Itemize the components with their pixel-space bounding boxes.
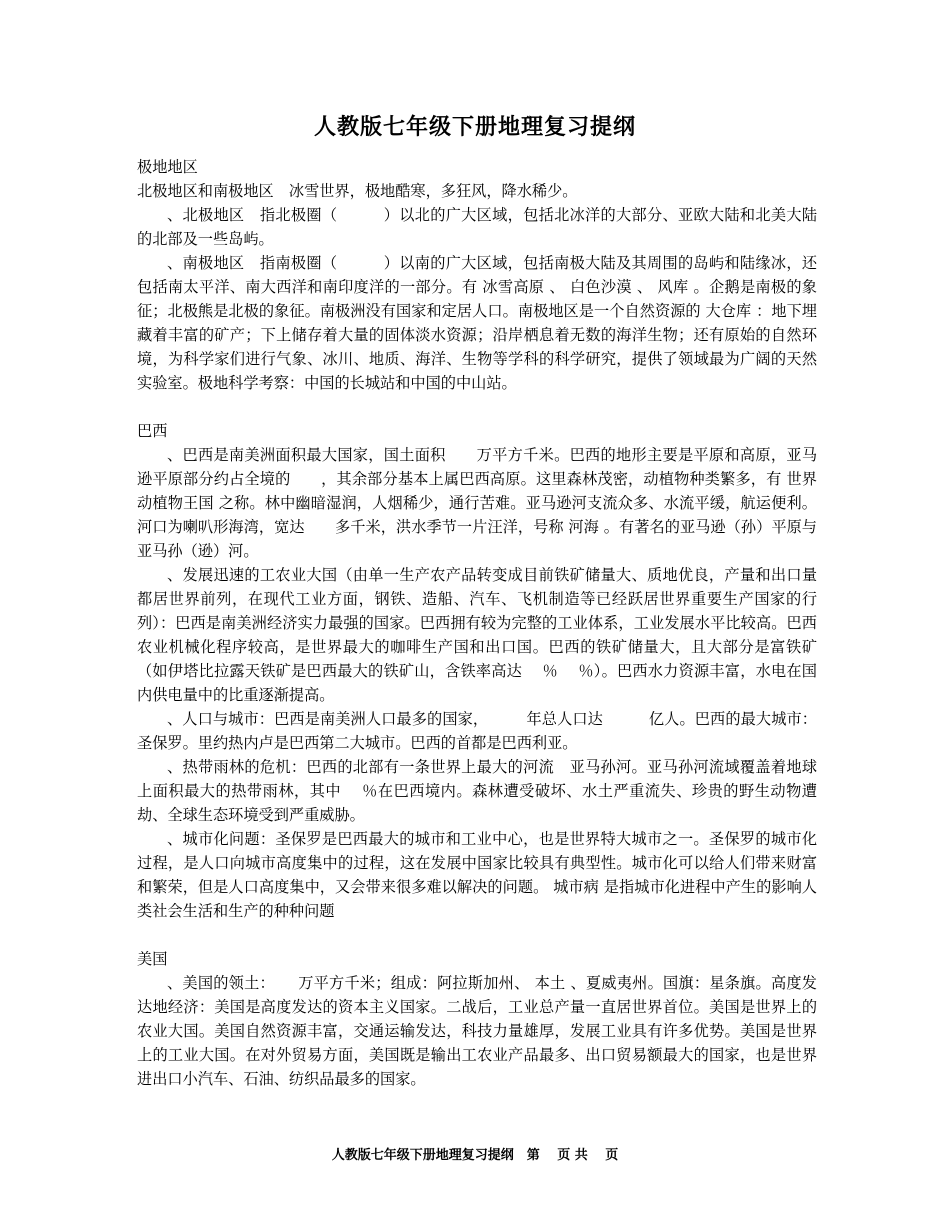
spacer: [137, 923, 817, 947]
paragraph: 、巴西是南美洲面积最大国家，国土面积 万平方千米。巴西的地形主要是平原和高原，亚马逊平原部分约占全境的 ，其余部分基本上属巴西高原。这里森林茂密，动植物种类繁多，有 世界动植物王国 之称。林中幽暗湿润，人烟稀少，通行苦难。亚马逊河支流众多、水流平缓，航运便利。河口为喇叭形海湾，宽达 多千米，洪水季节一片汪洋，号称 河海 。有著名的亚马逊（孙）平原与亚马孙（逊）河。: [137, 446, 817, 560]
paragraph: 、城市化问题：圣保罗是巴西最大的城市和工业中心，也是世界特大城市之一。圣保罗的城市化过程，是人口向城市高度集中的过程，这在发展中国家比较具有典型性。城市化可以给人们带来财富和繁荣，但是人口高度集中，又会带来很多难以解决的问题。 城市病 是指城市化进程中产生的影响人类社会生活和生产的种种问题: [137, 830, 817, 920]
page-footer: 人教版七年级下册地理复习提纲 第 页 共 页: [331, 1148, 619, 1163]
paragraph: 北极地区和南极地区 冰雪世界，极地酷寒，多狂风，降水稀少。: [137, 182, 578, 200]
paragraph: 、美国的领土： 万平方千米；组成：阿拉斯加州、 本土 、夏威夷州。国旗：星条旗。高度发达地经济：美国是高度发达的资本主义国家。二战后，工业总产量一直居世界首位。美国是世界上的农业大国。美国自然资源丰富，交通运输发达，科技力量雄厚，发展工业具有许多优势。美国是世界上的工业大国。在对外贸易方面，美国既是输出工农业产品最多、出口贸易额最大的国家，也是世界进出口小汽车、石油、纺织品最多的国家。: [137, 974, 817, 1088]
paragraph: 、人口与城市：巴西是南美洲人口最多的国家， 年总人口达 亿人。巴西的最大城市：圣保罗。里约热内卢是巴西第二大城市。巴西的首都是巴西利亚。: [137, 710, 817, 752]
section-heading-polar: 极地地区: [137, 158, 198, 176]
spacer: [137, 395, 817, 419]
page-title: 人教版七年级下册地理复习提纲: [313, 115, 636, 140]
paragraph: 、北极地区 指北极圈（ ）以北的广大区域，包括北冰洋的大部分、亚欧大陆和北美大陆的北部及一些岛屿。: [137, 206, 817, 248]
paragraph: 、热带雨林的危机：巴西的北部有一条世界上最大的河流 亚马孙河。亚马孙河流域覆盖着地球上面积最大的热带雨林，其中 ％在巴西境内。森林遭受破坏、水土严重流失、珍贵的野生动物遭劫、全球生态环境受到严重威胁。: [137, 758, 817, 824]
document-body: [137, 155, 817, 1091]
section-heading-brazil: 巴西: [137, 422, 168, 440]
paragraph: 、南极地区 指南极圈（ ）以南的广大区域，包括南极大陆及其周围的岛屿和陆缘冰，还包括南太平洋、南大西洋和南印度洋的一部分。有 冰雪高原 、 白色沙漠 、 风库 。企鹅是南极的象征；北极熊是北极的象征。南极洲没有国家和定居人口。南极地区是一个自然资源的 大仓库 ：地下埋藏着丰富的矿产；下上储存着大量的固体淡水资源；沿岸栖息着无数的海洋生物；还有原始的自然环境，为科学家们进行气象、冰川、地质、海洋、生物等学科的科学研究，提供了领域最为广阔的天然实验室。极地科学考察：中国的长城站和中国的中山站。: [137, 254, 817, 392]
section-heading-usa: 美国: [137, 950, 168, 968]
paragraph: 、发展迅速的工农业大国（由单一生产农产品转变成目前铁矿储量大、质地优良，产量和出口量都居世界前列，在现代工业方面，钢铁、造船、汽车、飞机制造等已经跃居世界重要生产国家的行列）：巴西是南美洲经济实力最强的国家。巴西拥有较为完整的工业体系，工业发展水平比较高。巴西农业机械化程序较高，是世界最大的咖啡生产国和出口国。巴西的铁矿储量大，且大部分是富铁矿（如伊塔比拉露天铁矿是巴西最大的铁矿山，含铁率高达 ％ ％）。巴西水力资源丰富，水电在国内供电量中的比重逐渐提高。: [137, 566, 817, 704]
